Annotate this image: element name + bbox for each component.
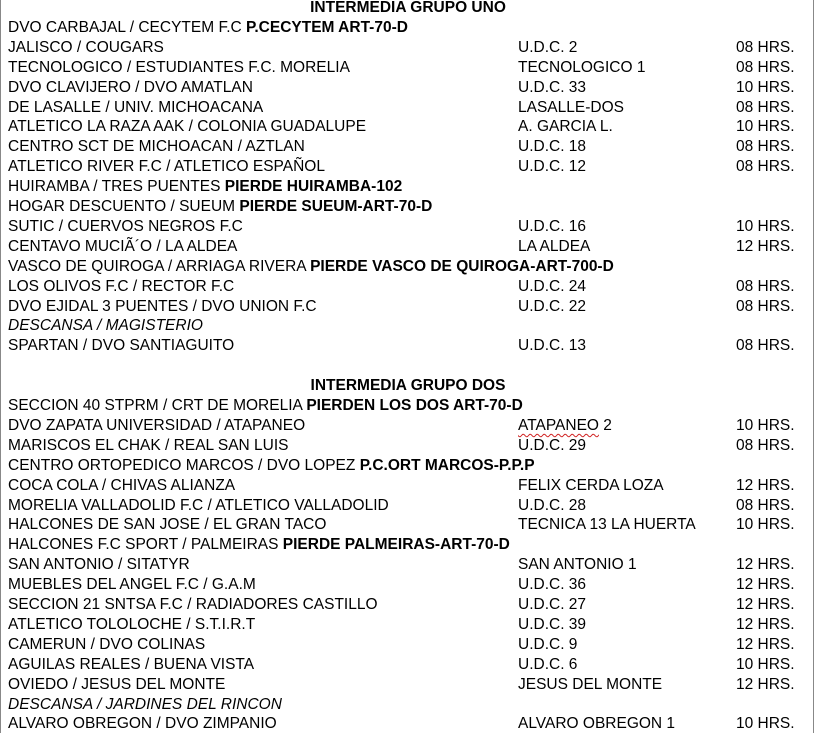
match-row [8,695,808,715]
match-text: SAN ANTONIO / SITATYR [8,556,190,574]
match-teams [8,177,402,197]
match-time: 08 HRS. [736,277,795,295]
venue [518,595,586,615]
venue-text: U.D.C. 29 [518,436,587,454]
venue [518,117,613,137]
venue [518,137,586,157]
match-text: MARISCOS EL CHAK / REAL SAN LUIS [8,436,289,454]
match-row [8,78,808,98]
match-row [8,277,808,297]
match-row [8,655,808,675]
venue [518,237,590,257]
match-result-note: P.C.ORT MARCOS-P.P.P [359,456,535,474]
venue [518,38,577,58]
match-row [8,515,808,535]
venue-text: A. GARCIA L. [518,118,613,136]
match-teams [8,58,350,78]
match-time: 12 HRS. [736,615,795,633]
match-teams [8,655,254,675]
match-teams [8,237,237,257]
match-time: 10 HRS. [736,516,795,534]
match-time: 12 HRS. [736,675,795,693]
match-time: 12 HRS. [736,237,795,255]
venue [518,336,586,356]
match-time: 10 HRS. [736,217,795,235]
match-teams [8,456,535,476]
match-result-note: PIERDE SUEUM-ART-70-D [239,198,433,215]
venue [518,515,696,535]
match-teams [8,396,523,416]
match-text: DESCANSA / MAGISTERIO [8,317,203,335]
match-row [8,416,808,436]
venue [518,416,612,436]
match-teams [8,635,205,655]
venue [518,436,586,456]
venue-text: U.D.C. 16 [518,217,587,235]
match-text: CAMERUN / DVO COLINAS [8,635,206,653]
match-row [8,18,808,38]
match-text: ATLETICO RIVER F.C / ATLETICO ESPAÑOL [8,158,325,176]
match-row [8,117,808,137]
match-teams [8,675,225,695]
match-teams [8,496,389,516]
match-row [8,436,808,456]
venue-text: U.D.C. 18 [518,138,587,156]
venue-text: U.D.C. 2 [518,38,578,56]
match-row [8,615,808,635]
venue [518,575,586,595]
venue-text: U.D.C. 24 [518,277,587,295]
match-teams [8,615,255,635]
group-title: INTERMEDIA GRUPO DOS [310,377,506,395]
match-result-note: PIERDE VASCO DE QUIROGA-ART-700-D [310,257,614,275]
match-text: CENTRO SCT DE MICHOACAN / AZTLAN [8,138,305,156]
match-row [8,635,808,655]
match-row [8,595,808,615]
match-text: LOS OLIVOS F.C / RECTOR F.C [8,277,235,295]
match-teams [8,535,510,555]
match-row [8,217,808,237]
venue-text: LASALLE-DOS [518,98,624,116]
match-result-note: PIERDE PALMEIRAS-ART-70-D [282,536,510,554]
match-time: 10 HRS. [736,118,795,136]
match-teams [8,78,253,98]
venue-text: TECNICA 13 LA HUERTA [518,516,696,534]
match-row [8,98,808,118]
venue-text: U.D.C. 28 [518,496,587,514]
match-time: 08 HRS. [736,436,795,454]
match-time: 08 HRS. [736,297,795,315]
match-text: ATLETICO LA RAZA AAK / COLONIA GUADALUPE [8,118,367,136]
venue-text: U.D.C. 39 [518,615,587,633]
match-time: 12 HRS. [736,596,795,613]
match-row [8,336,808,356]
match-teams [8,257,614,277]
match-text: ALVARO OBREGON / DVO ZIMPANIO [8,715,277,733]
venue-text: ALVARO OBREGON 1 [518,715,676,733]
match-teams [8,316,203,336]
match-text: COCA COLA / CHIVAS ALIANZA [8,476,236,494]
venue [518,675,662,695]
match-teams [8,416,305,436]
match-row [8,58,808,78]
match-text: DVO EJIDAL 3 PUENTES / DVO UNION F.C [8,297,317,315]
venue [518,555,637,575]
match-teams [8,555,190,575]
match-time: 08 HRS. [736,138,795,156]
match-time: 10 HRS. [736,78,795,96]
match-time: 10 HRS. [736,416,795,434]
match-result-note: PIERDEN LOS DOS ART-70-D [306,397,523,414]
venue [518,78,586,98]
match-time: 08 HRS. [736,38,795,56]
match-text: CENTAVO MUCIÃ´O / LA ALDEA [8,237,238,255]
venue-text: JESUS DEL MONTE [518,675,663,693]
match-time: 08 HRS. [736,496,795,514]
venue [518,217,586,237]
venue-text: SAN ANTONIO 1 [518,556,637,574]
match-text: HUIRAMBA / TRES PUENTES [8,178,221,196]
venue [518,714,675,734]
venue [518,277,586,297]
group-title: INTERMEDIA GRUPO UNO [310,0,506,16]
match-result-note: PIERDE HUIRAMBA-102 [224,178,403,196]
match-text: DVO ZAPATA UNIVERSIDAD / ATAPANEO [8,416,306,434]
match-teams [8,98,263,118]
match-teams [8,436,289,456]
match-text: MUEBLES DEL ANGEL F.C / G.A.M [8,576,256,594]
match-time: 08 HRS. [736,98,795,116]
match-result-note: P.CECYTEM ART-70-D [246,18,408,36]
match-teams [8,38,164,58]
venue-text: FELIX CERDA LOZA [518,476,664,494]
match-teams [8,714,277,734]
venue-spellcheck-mark: ATAPANEO [518,416,599,434]
match-teams [8,277,234,297]
venue-text: U.D.C. 9 [518,635,578,653]
match-row [8,197,808,217]
match-row [8,456,808,476]
match-time: 12 HRS. [736,556,795,574]
match-row [8,316,808,336]
venue [518,476,664,496]
match-teams [8,197,432,217]
match-text: CENTRO ORTOPEDICO MARCOS / DVO LOPEZ [8,456,356,474]
venue-text: LA ALDEA [518,237,591,255]
venue [518,655,577,675]
venue [518,635,577,655]
match-row [8,555,808,575]
match-text: ATLETICO TOLOLOCHE / S.T.I.R.T [8,615,256,633]
match-teams [8,18,408,38]
venue-text: U.D.C. 13 [518,337,587,355]
match-teams [8,575,256,595]
match-time: 08 HRS. [736,158,795,176]
match-teams [8,336,234,356]
match-time: 08 HRS. [736,337,795,355]
match-text: SUTIC / CUERVOS NEGROS F.C [8,217,243,235]
match-time: 10 HRS. [736,715,795,733]
match-text: DVO CARBAJAL / CECYTEM F.C [8,18,242,36]
venue-text: U.D.C. 22 [518,297,587,315]
match-teams [8,117,366,137]
match-time: 12 HRS. [736,576,795,594]
match-row [8,177,808,197]
venue [518,58,645,78]
match-text: AGUILAS REALES / BUENA VISTA [8,655,255,673]
match-teams [8,695,282,715]
match-teams [8,515,326,535]
venue-text: U.D.C. 27 [518,596,587,613]
match-time: 10 HRS. [736,655,795,673]
match-text: TECNOLOGICO / ESTUDIANTES F.C. MORELIA [8,58,350,76]
match-row [8,535,808,555]
match-teams [8,137,305,157]
venue-text: TECNOLOGICO 1 [518,58,646,76]
match-teams [8,595,378,615]
match-time: 08 HRS. [736,58,795,76]
match-time: 12 HRS. [736,635,795,653]
match-text: SPARTAN / DVO SANTIAGUITO [8,337,235,355]
venue [518,496,586,516]
venue [518,615,586,635]
match-row [8,297,808,317]
venue [518,98,624,118]
match-teams [8,157,325,177]
venue-text: U.D.C. 36 [518,576,587,594]
match-row [8,714,808,734]
match-row [8,257,808,277]
match-row [8,137,808,157]
match-row [8,237,808,257]
match-text: JALISCO / COUGARS [8,38,164,56]
match-row [8,575,808,595]
venue [518,297,586,317]
match-text: DVO CLAVIJERO / DVO AMATLAN [8,78,253,96]
match-text: MORELIA VALLADOLID F.C / ATLETICO VALLADOLID [8,496,389,514]
match-text: OVIEDO / JESUS DEL MONTE [8,675,226,693]
match-text: HALCONES DE SAN JOSE / EL GRAN TACO [8,516,327,534]
match-row [8,476,808,496]
match-text: SECCION 40 STPRM / CRT DE MORELIA [8,397,302,414]
venue-text: U.D.C. 6 [518,655,578,673]
venue-text: U.D.C. 33 [518,78,587,96]
match-teams [8,297,317,317]
venue-text: U.D.C. 12 [518,158,587,176]
match-teams [8,476,235,496]
match-text: VASCO DE QUIROGA / ARRIAGA RIVERA [8,257,306,275]
match-row [8,396,808,416]
match-row [8,38,808,58]
venue-text: 2 [598,416,612,434]
match-teams [8,217,243,237]
venue [518,157,586,177]
match-time: 12 HRS. [736,476,795,494]
match-text: DE LASALLE / UNIV. MICHOACANA [8,98,264,116]
match-text: DESCANSA / JARDINES DEL RINCON [8,695,282,713]
match-row [8,675,808,695]
match-text: SECCION 21 SNTSA F.C / RADIADORES CASTILLO [8,596,378,613]
match-text: HOGAR DESCUENTO / SUEUM [8,198,236,215]
match-row [8,157,808,177]
match-text: HALCONES F.C SPORT / PALMEIRAS [8,536,279,554]
match-row [8,496,808,516]
